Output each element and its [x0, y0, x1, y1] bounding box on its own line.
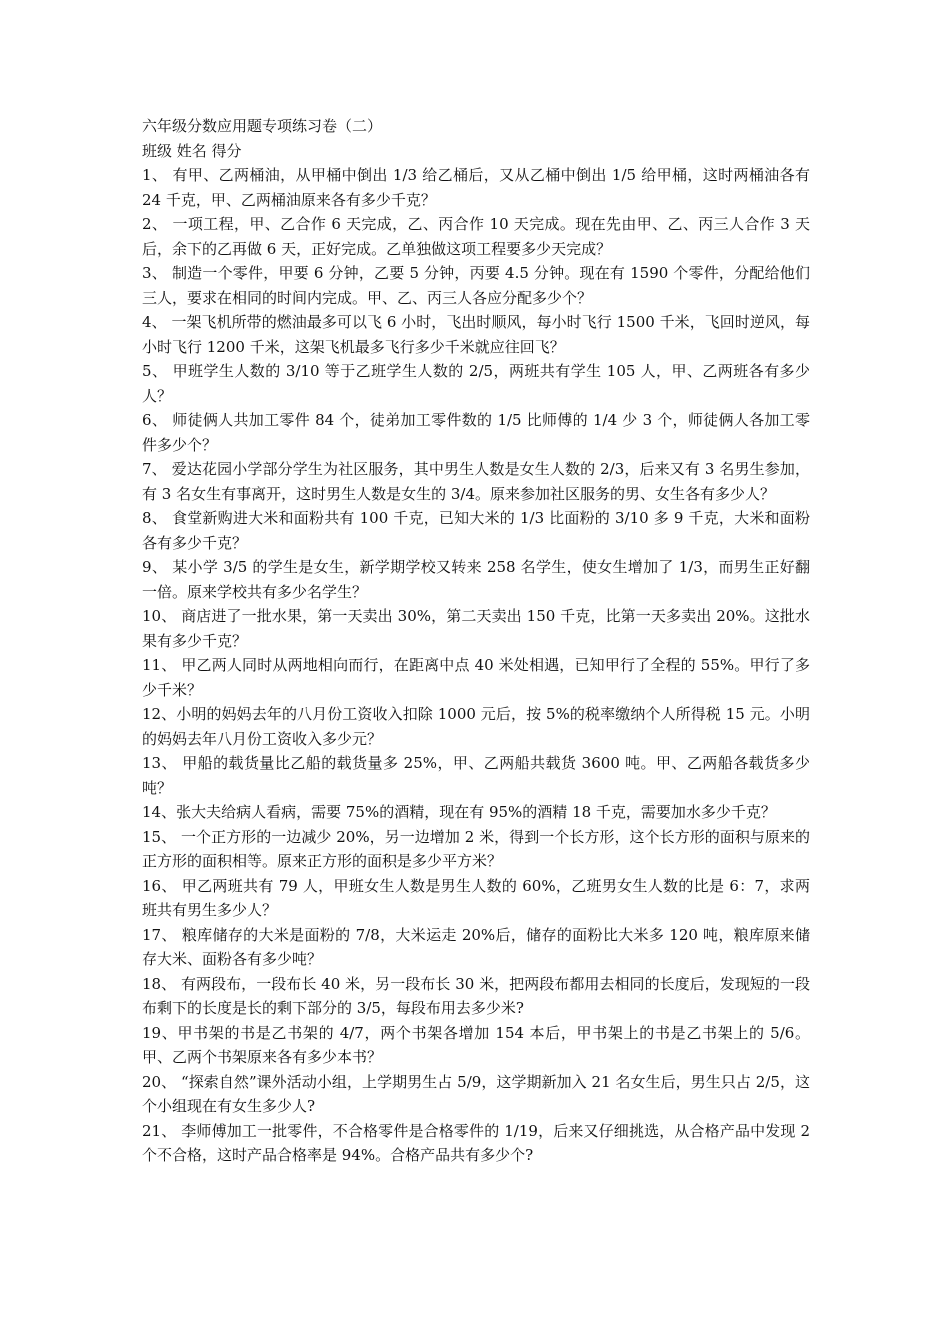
question-9: 9、 某小学 3/5 的学生是女生，新学期学校又转来 258 名学生，使女生增加了 1/3，而男生正好翻一倍。原来学校共有多少名学生？ — [142, 558, 810, 601]
question-19: 19、甲书架的书是乙书架的 4/7，两个书架各增加 154 本后，甲书架上的书是乙书架上的 5/6。甲、乙两个书架原来各有多少本书？ — [142, 1023, 810, 1066]
document-body — [142, 114, 810, 1168]
question-4: 4、 一架飞机所带的燃油最多可以飞 6 小时，飞出时顺风，每小时飞行 1500 千米，飞回时逆风，每小时飞行 1200 千米，这架飞机最多飞行多少千米就应往回飞？ — [142, 313, 810, 356]
question-12: 12、小明的妈妈去年的八月份工资收入扣除 1000 元后，按 5%的税率缴纳个人所得税 15 元。小明的妈妈去年八月份工资收入多少元？ — [142, 705, 810, 748]
question-18: 18、 有两段布，一段布长 40 米，另一段布长 30 米，把两段布都用去相同的长度后，发现短的一段布剩下的长度是长的剩下部分的 3/5，每段布用去多少米? — [142, 974, 810, 1017]
question-15: 15、 一个正方形的一边减少 20%，另一边增加 2 米，得到一个长方形，这个长方形的面积与原来的正方形的面积相等。原来正方形的面积是多少平方米？ — [142, 827, 810, 870]
question-5: 5、 甲班学生人数的 3/10 等于乙班学生人数的 2/5，两班共有学生 105 人，甲、乙两班各有多少人？ — [142, 362, 810, 405]
question-20: 20、 “探索自然”课外活动小组，上学期男生占 5/9，这学期新加入 21 名女生后，男生只占 2/5，这个小组现在有女生多少人? — [142, 1072, 810, 1115]
question-21: 21、 李师傅加工一批零件，不合格零件是合格零件的 1/19，后来又仔细挑选，从合格产品中发现 2 个不合格，这时产品合格率是 94%。合格产品共有多少个? — [142, 1121, 810, 1164]
question-17: 17、 粮库储存的大米是面粉的 7/8，大米运走 20%后，储存的面粉比大米多 120 吨，粮库原来储存大米、面粉各有多少吨？ — [142, 925, 810, 968]
question-14: 14、张大夫给病人看病，需要 75%的酒精，现在有 95%的酒精 18 千克，需要加水多少千克？ — [142, 803, 776, 821]
question-2: 2、 一项工程，甲、乙合作 6 天完成，乙、丙合作 10 天完成。现在先由甲、乙、丙三人合作 3 天后，余下的乙再做 6 天，正好完成。乙单独做这项工程要多少天完成？ — [142, 215, 810, 258]
question-6: 6、 师徒俩人共加工零件 84 个，徒弟加工零件数的 1/5 比师傅的 1/4 少 3 个，师徒俩人各加工零件多少个？ — [142, 411, 810, 454]
document-title: 六年级分数应用题专项练习卷（二） — [142, 117, 383, 135]
question-1: 1、 有甲、乙两桶油，从甲桶中倒出 1/3 给乙桶后，又从乙桶中倒出 1/5 给甲桶，这时两桶油各有 24 千克，甲、乙两桶油原来各有多少千克？ — [142, 166, 810, 209]
question-10: 10、 商店进了一批水果，第一天卖出 30%，第二天卖出 150 千克，比第一天多卖出 20%。这批水果有多少千克？ — [142, 607, 810, 650]
question-11: 11、 甲乙两人同时从两地相向而行，在距离中点 40 米处相遇，已知甲行了全程的 55%。甲行了多少千米？ — [142, 656, 810, 699]
question-13: 13、 甲船的载货量比乙船的载货量多 25%，甲、乙两船共载货 3600 吨。甲、乙两船各载货多少吨？ — [142, 754, 810, 797]
question-8: 8、 食堂新购进大米和面粉共有 100 千克，已知大米的 1/3 比面粉的 3/10 多 9 千克，大米和面粉各有多少千克？ — [142, 509, 810, 552]
question-16: 16、 甲乙两班共有 79 人，甲班女生人数是男生人数的 60%，乙班男女生人数的比是 6：7，求两班共有男生多少人？ — [142, 876, 810, 919]
student-info-line: 班级 姓名 得分 — [142, 141, 242, 160]
question-7: 7、 爱达花园小学部分学生为社区服务，其中男生人数是女生人数的 2/3，后来又有 3 名男生参加，有 3 名女生有事离开，这时男生人数是女生的 3/4。原来参加社区服务的男、女生各有多少人？ — [142, 460, 810, 503]
question-3: 3、 制造一个零件，甲要 6 分钟，乙要 5 分钟，丙要 4.5 分钟。现在有 1590 个零件，分配给他们三人，要求在相同的时间内完成。甲、乙、丙三人各应分配多少个？ — [142, 264, 810, 307]
